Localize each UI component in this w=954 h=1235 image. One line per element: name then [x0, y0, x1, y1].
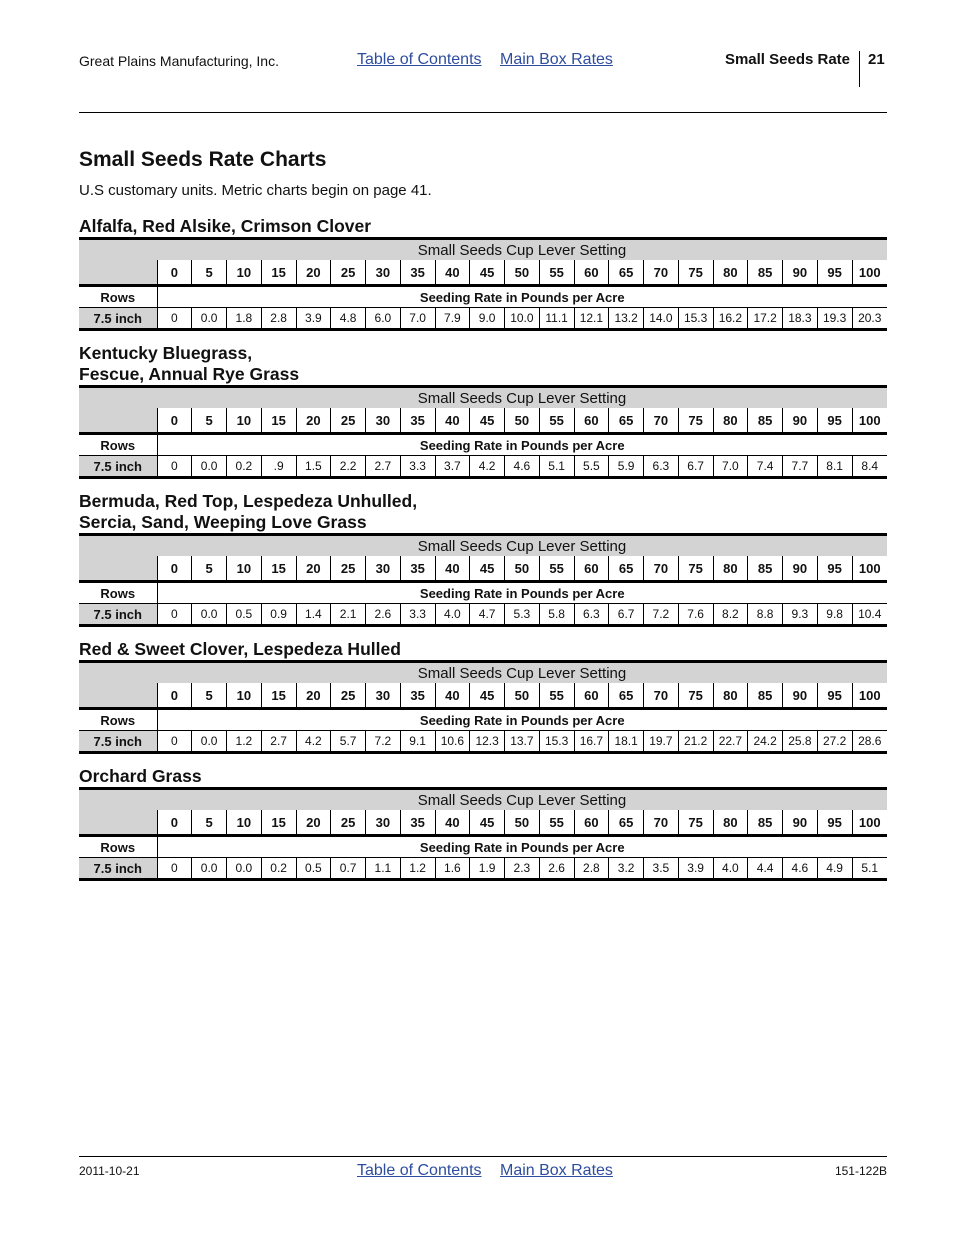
lever-setting-cell: 10	[227, 556, 262, 582]
lever-setting-cell: 0	[157, 683, 192, 709]
lever-setting-cell: 70	[644, 556, 679, 582]
rate-value-cell: 7.2	[644, 604, 679, 626]
lever-setting-cell: 70	[644, 408, 679, 434]
rate-value-cell: 6.0	[366, 308, 401, 330]
seed-chart	[79, 639, 887, 754]
rate-value-cell: 7.2	[366, 731, 401, 753]
table-corner	[79, 239, 157, 261]
header-rule	[79, 112, 887, 113]
rate-value-cell: 2.3	[505, 858, 540, 880]
lever-setting-cell: 15	[261, 556, 296, 582]
rate-value-cell: 3.3	[400, 604, 435, 626]
lever-setting-cell: 95	[817, 810, 852, 836]
rate-value-cell: 9.3	[783, 604, 818, 626]
lever-setting-cell: 10	[227, 260, 262, 286]
table-corner	[79, 260, 157, 286]
lever-setting-cell: 25	[331, 810, 366, 836]
rate-value-cell: 10.6	[435, 731, 470, 753]
rate-value-cell: 0.2	[261, 858, 296, 880]
seeding-rate-table	[79, 660, 887, 754]
lever-setting-cell: 20	[296, 683, 331, 709]
rate-value-cell: 5.3	[505, 604, 540, 626]
rows-label: Rows	[79, 836, 157, 858]
rate-value-cell: 5.7	[331, 731, 366, 753]
lever-setting-cell: 35	[400, 810, 435, 836]
row-spacing-label: 7.5 inch	[79, 308, 157, 330]
lever-setting-cell: 95	[817, 408, 852, 434]
rate-value-cell: 0.0	[192, 308, 227, 330]
lever-setting-cell: 100	[852, 556, 887, 582]
rate-value-cell: 2.8	[574, 858, 609, 880]
lever-setting-cell: 75	[678, 556, 713, 582]
table-corner	[79, 789, 157, 811]
lever-setting-cell: 90	[783, 408, 818, 434]
rate-value-cell: 4.9	[817, 858, 852, 880]
rate-value-cell: 10.4	[852, 604, 887, 626]
row-spacing-label: 7.5 inch	[79, 731, 157, 753]
lever-setting-cell: 10	[227, 408, 262, 434]
chart-title-line: Bermuda, Red Top, Lespedeza Unhulled,	[79, 491, 418, 511]
rate-value-cell: 2.6	[539, 858, 574, 880]
rate-value-cell: 4.8	[331, 308, 366, 330]
seeding-rate-table	[79, 533, 887, 627]
lever-setting-cell: 60	[574, 683, 609, 709]
lever-setting-cell: 20	[296, 556, 331, 582]
rate-value-cell: 19.3	[817, 308, 852, 330]
rate-value-cell: 6.3	[644, 456, 679, 478]
rows-label: Rows	[79, 709, 157, 731]
rate-value-cell: 16.7	[574, 731, 609, 753]
lever-setting-cell: 15	[261, 810, 296, 836]
lever-setting-cell: 45	[470, 810, 505, 836]
lever-setting-cell: 45	[470, 408, 505, 434]
seeding-rate-table	[79, 385, 887, 479]
rate-value-cell: 0	[157, 308, 192, 330]
table-corner	[79, 408, 157, 434]
rate-value-cell: 0.5	[227, 604, 262, 626]
lever-setting-cell: 95	[817, 260, 852, 286]
seeding-rate-heading: Seeding Rate in Pounds per Acre	[157, 434, 887, 456]
lever-setting-cell: 0	[157, 408, 192, 434]
seeding-rate-heading: Seeding Rate in Pounds per Acre	[157, 709, 887, 731]
lever-setting-cell: 40	[435, 260, 470, 286]
lever-setting-cell: 20	[296, 408, 331, 434]
rate-value-cell: 7.0	[400, 308, 435, 330]
seeding-rate-table	[79, 787, 887, 881]
chart-title	[79, 216, 887, 237]
lever-setting-cell: 60	[574, 260, 609, 286]
lever-setting-cell: 35	[400, 408, 435, 434]
units-note: U.S customary units. Metric charts begin on page 41.	[79, 182, 432, 199]
company-name: Great Plains Manufacturing, Inc.	[79, 53, 279, 69]
lever-setting-cell: 85	[748, 408, 783, 434]
rate-value-cell: 12.3	[470, 731, 505, 753]
lever-setting-cell: 65	[609, 408, 644, 434]
lever-setting-cell: 60	[574, 408, 609, 434]
rate-value-cell: 3.3	[400, 456, 435, 478]
footer-rule	[79, 1156, 887, 1157]
lever-setting-cell: 70	[644, 683, 679, 709]
rows-label: Rows	[79, 434, 157, 456]
rate-value-cell: 2.1	[331, 604, 366, 626]
lever-setting-cell: 70	[644, 810, 679, 836]
lever-setting-heading: Small Seeds Cup Lever Setting	[157, 239, 887, 261]
header-divider	[859, 51, 860, 87]
chart-title	[79, 766, 887, 787]
lever-setting-cell: 15	[261, 408, 296, 434]
lever-setting-cell: 10	[227, 683, 262, 709]
lever-setting-cell: 25	[331, 260, 366, 286]
lever-setting-cell: 95	[817, 556, 852, 582]
lever-setting-cell: 85	[748, 260, 783, 286]
lever-setting-cell: 100	[852, 408, 887, 434]
rate-value-cell: 11.1	[539, 308, 574, 330]
rate-value-cell: 17.2	[748, 308, 783, 330]
lever-setting-cell: 25	[331, 408, 366, 434]
main-box-rates-link[interactable]: Main Box Rates	[499, 51, 613, 68]
table-corner	[79, 662, 157, 684]
rate-value-cell: 9.1	[400, 731, 435, 753]
rate-value-cell: 1.1	[366, 858, 401, 880]
main-content	[79, 148, 887, 893]
lever-setting-cell: 5	[192, 556, 227, 582]
document-number: 151-122B	[834, 1164, 887, 1178]
rows-label: Rows	[79, 582, 157, 604]
rate-value-cell: 3.9	[678, 858, 713, 880]
rate-value-cell: 15.3	[539, 731, 574, 753]
lever-setting-cell: 100	[852, 683, 887, 709]
rate-value-cell: 5.1	[539, 456, 574, 478]
seeding-rate-table	[79, 237, 887, 331]
rate-value-cell: 18.3	[783, 308, 818, 330]
lever-setting-cell: 75	[678, 683, 713, 709]
rate-value-cell: 8.8	[748, 604, 783, 626]
lever-setting-cell: 80	[713, 408, 748, 434]
rate-value-cell: 1.5	[296, 456, 331, 478]
lever-setting-cell: 75	[678, 408, 713, 434]
lever-setting-cell: 50	[505, 260, 540, 286]
rate-value-cell: 0	[157, 858, 192, 880]
rate-value-cell: 6.7	[609, 604, 644, 626]
lever-setting-cell: 20	[296, 260, 331, 286]
header-nav	[357, 51, 627, 69]
rate-value-cell: 3.9	[296, 308, 331, 330]
rate-value-cell: 0.0	[192, 456, 227, 478]
chart-title	[79, 639, 887, 660]
lever-setting-cell: 15	[261, 683, 296, 709]
rate-value-cell: 24.2	[748, 731, 783, 753]
rate-value-cell: 0.0	[227, 858, 262, 880]
rate-value-cell: 0.9	[261, 604, 296, 626]
chart-title-line: Alfalfa, Red Alsike, Crimson Clover	[79, 216, 372, 236]
lever-setting-cell: 5	[192, 810, 227, 836]
rate-value-cell: 4.7	[470, 604, 505, 626]
rate-value-cell: 25.8	[783, 731, 818, 753]
rate-value-cell: 6.7	[678, 456, 713, 478]
lever-setting-cell: 15	[261, 260, 296, 286]
table-corner	[79, 535, 157, 557]
row-spacing-label: 7.5 inch	[79, 858, 157, 880]
table-corner	[79, 556, 157, 582]
lever-setting-cell: 75	[678, 810, 713, 836]
rate-value-cell: 7.6	[678, 604, 713, 626]
rate-value-cell: 0	[157, 731, 192, 753]
lever-setting-cell: 45	[470, 683, 505, 709]
lever-setting-cell: 30	[366, 260, 401, 286]
lever-setting-heading: Small Seeds Cup Lever Setting	[157, 662, 887, 684]
revision-date: 2011-10-21	[79, 1164, 140, 1178]
rate-value-cell: 4.6	[505, 456, 540, 478]
lever-setting-cell: 40	[435, 810, 470, 836]
rate-value-cell: 4.4	[748, 858, 783, 880]
rate-value-cell: 5.1	[852, 858, 887, 880]
rate-value-cell: 4.6	[783, 858, 818, 880]
rate-value-cell: 3.2	[609, 858, 644, 880]
page-title: Small Seeds Rate Charts	[79, 148, 327, 171]
lever-setting-cell: 40	[435, 556, 470, 582]
rate-value-cell: 13.2	[609, 308, 644, 330]
rate-value-cell: 18.1	[609, 731, 644, 753]
rate-value-cell: 1.6	[435, 858, 470, 880]
rate-value-cell: .9	[261, 456, 296, 478]
seed-chart	[79, 766, 887, 881]
rate-value-cell: 1.8	[227, 308, 262, 330]
rate-value-cell: 28.6	[852, 731, 887, 753]
lever-setting-cell: 0	[157, 556, 192, 582]
rate-charts	[79, 216, 887, 881]
rate-value-cell: 7.0	[713, 456, 748, 478]
lever-setting-cell: 45	[470, 556, 505, 582]
rate-value-cell: 2.6	[366, 604, 401, 626]
lever-setting-cell: 60	[574, 810, 609, 836]
lever-setting-cell: 30	[366, 683, 401, 709]
chart-title-line: Fescue, Annual Rye Grass	[79, 364, 300, 384]
rate-value-cell: 8.4	[852, 456, 887, 478]
lever-setting-cell: 10	[227, 810, 262, 836]
main-box-rates-link[interactable]: Main Box Rates	[499, 1162, 613, 1179]
lever-setting-cell: 90	[783, 683, 818, 709]
rate-value-cell: 7.4	[748, 456, 783, 478]
chart-title-line: Kentucky Bluegrass,	[79, 343, 253, 363]
lever-setting-cell: 100	[852, 260, 887, 286]
rate-value-cell: 2.2	[331, 456, 366, 478]
rate-value-cell: 4.2	[296, 731, 331, 753]
seed-chart	[79, 343, 887, 479]
table-corner	[79, 683, 157, 709]
lever-setting-cell: 35	[400, 260, 435, 286]
chart-title	[79, 491, 887, 533]
rate-value-cell: 3.5	[644, 858, 679, 880]
rate-value-cell: 21.2	[678, 731, 713, 753]
rows-label: Rows	[79, 286, 157, 308]
lever-setting-cell: 90	[783, 260, 818, 286]
rate-value-cell: 0.7	[331, 858, 366, 880]
table-corner	[79, 387, 157, 409]
row-spacing-label: 7.5 inch	[79, 604, 157, 626]
lever-setting-cell: 5	[192, 683, 227, 709]
lever-setting-cell: 65	[609, 260, 644, 286]
lever-setting-cell: 95	[817, 683, 852, 709]
rate-value-cell: 0	[157, 456, 192, 478]
lever-setting-cell: 35	[400, 683, 435, 709]
rate-value-cell: 15.3	[678, 308, 713, 330]
footer-nav	[357, 1162, 627, 1180]
lever-setting-cell: 0	[157, 810, 192, 836]
lever-setting-cell: 0	[157, 260, 192, 286]
lever-setting-cell: 30	[366, 556, 401, 582]
rate-value-cell: 0	[157, 604, 192, 626]
rate-value-cell: 2.7	[366, 456, 401, 478]
lever-setting-heading: Small Seeds Cup Lever Setting	[157, 387, 887, 409]
rate-value-cell: 4.0	[435, 604, 470, 626]
lever-setting-cell: 5	[192, 260, 227, 286]
lever-setting-cell: 55	[539, 556, 574, 582]
page-number: 21	[868, 51, 885, 68]
rate-value-cell: 20.3	[852, 308, 887, 330]
section-title: Small Seeds Rate	[724, 51, 850, 68]
lever-setting-cell: 20	[296, 810, 331, 836]
rate-value-cell: 13.7	[505, 731, 540, 753]
rate-value-cell: 14.0	[644, 308, 679, 330]
rate-value-cell: 8.2	[713, 604, 748, 626]
chart-title-line: Orchard Grass	[79, 766, 202, 786]
lever-setting-cell: 45	[470, 260, 505, 286]
lever-setting-cell: 50	[505, 810, 540, 836]
lever-setting-cell: 80	[713, 260, 748, 286]
rate-value-cell: 9.8	[817, 604, 852, 626]
rate-value-cell: 7.7	[783, 456, 818, 478]
seed-chart	[79, 491, 887, 627]
lever-setting-cell: 30	[366, 810, 401, 836]
rate-value-cell: 9.0	[470, 308, 505, 330]
lever-setting-cell: 55	[539, 810, 574, 836]
lever-setting-heading: Small Seeds Cup Lever Setting	[157, 789, 887, 811]
rate-value-cell: 10.0	[505, 308, 540, 330]
lever-setting-cell: 80	[713, 683, 748, 709]
seed-chart	[79, 216, 887, 331]
rate-value-cell: 5.8	[539, 604, 574, 626]
rate-value-cell: 5.5	[574, 456, 609, 478]
seeding-rate-heading: Seeding Rate in Pounds per Acre	[157, 286, 887, 308]
rate-value-cell: 12.1	[574, 308, 609, 330]
rate-value-cell: 2.8	[261, 308, 296, 330]
rate-value-cell: 16.2	[713, 308, 748, 330]
rate-value-cell: 2.7	[261, 731, 296, 753]
lever-setting-cell: 55	[539, 260, 574, 286]
lever-setting-cell: 90	[783, 810, 818, 836]
lever-setting-cell: 60	[574, 556, 609, 582]
lever-setting-cell: 65	[609, 683, 644, 709]
lever-setting-cell: 85	[748, 810, 783, 836]
rate-value-cell: 1.2	[400, 858, 435, 880]
lever-setting-cell: 50	[505, 408, 540, 434]
lever-setting-heading: Small Seeds Cup Lever Setting	[157, 535, 887, 557]
lever-setting-cell: 90	[783, 556, 818, 582]
chart-title	[79, 343, 887, 385]
lever-setting-cell: 40	[435, 408, 470, 434]
lever-setting-cell: 5	[192, 408, 227, 434]
rate-value-cell: 0.0	[192, 604, 227, 626]
lever-setting-cell: 25	[331, 556, 366, 582]
seeding-rate-heading: Seeding Rate in Pounds per Acre	[157, 836, 887, 858]
rate-value-cell: 1.4	[296, 604, 331, 626]
rate-value-cell: 22.7	[713, 731, 748, 753]
lever-setting-cell: 65	[609, 556, 644, 582]
lever-setting-cell: 80	[713, 556, 748, 582]
lever-setting-cell: 80	[713, 810, 748, 836]
table-of-contents-link[interactable]: Table of Contents	[357, 1162, 482, 1179]
lever-setting-cell: 30	[366, 408, 401, 434]
rate-value-cell: 5.9	[609, 456, 644, 478]
rate-value-cell: 27.2	[817, 731, 852, 753]
lever-setting-cell: 50	[505, 683, 540, 709]
lever-setting-cell: 85	[748, 556, 783, 582]
row-spacing-label: 7.5 inch	[79, 456, 157, 478]
lever-setting-cell: 50	[505, 556, 540, 582]
page-header	[0, 0, 954, 115]
lever-setting-cell: 55	[539, 408, 574, 434]
rate-value-cell: 0.5	[296, 858, 331, 880]
rate-value-cell: 8.1	[817, 456, 852, 478]
rate-value-cell: 0.0	[192, 731, 227, 753]
lever-setting-cell: 55	[539, 683, 574, 709]
lever-setting-cell: 75	[678, 260, 713, 286]
lever-setting-cell: 85	[748, 683, 783, 709]
lever-setting-cell: 35	[400, 556, 435, 582]
rate-value-cell: 6.3	[574, 604, 609, 626]
chart-title-line: Red & Sweet Clover, Lespedeza Hulled	[79, 639, 401, 659]
rate-value-cell: 19.7	[644, 731, 679, 753]
lever-setting-cell: 100	[852, 810, 887, 836]
table-of-contents-link[interactable]: Table of Contents	[357, 51, 482, 68]
table-corner	[79, 810, 157, 836]
rate-value-cell: 1.9	[470, 858, 505, 880]
lever-setting-cell: 40	[435, 683, 470, 709]
rate-value-cell: 4.2	[470, 456, 505, 478]
rate-value-cell: 1.2	[227, 731, 262, 753]
chart-title-line: Sercia, Sand, Weeping Love Grass	[79, 512, 367, 532]
rate-value-cell: 0.0	[192, 858, 227, 880]
lever-setting-cell: 65	[609, 810, 644, 836]
lever-setting-cell: 70	[644, 260, 679, 286]
rate-value-cell: 7.9	[435, 308, 470, 330]
seeding-rate-heading: Seeding Rate in Pounds per Acre	[157, 582, 887, 604]
rate-value-cell: 3.7	[435, 456, 470, 478]
lever-setting-cell: 25	[331, 683, 366, 709]
rate-value-cell: 0.2	[227, 456, 262, 478]
rate-value-cell: 4.0	[713, 858, 748, 880]
